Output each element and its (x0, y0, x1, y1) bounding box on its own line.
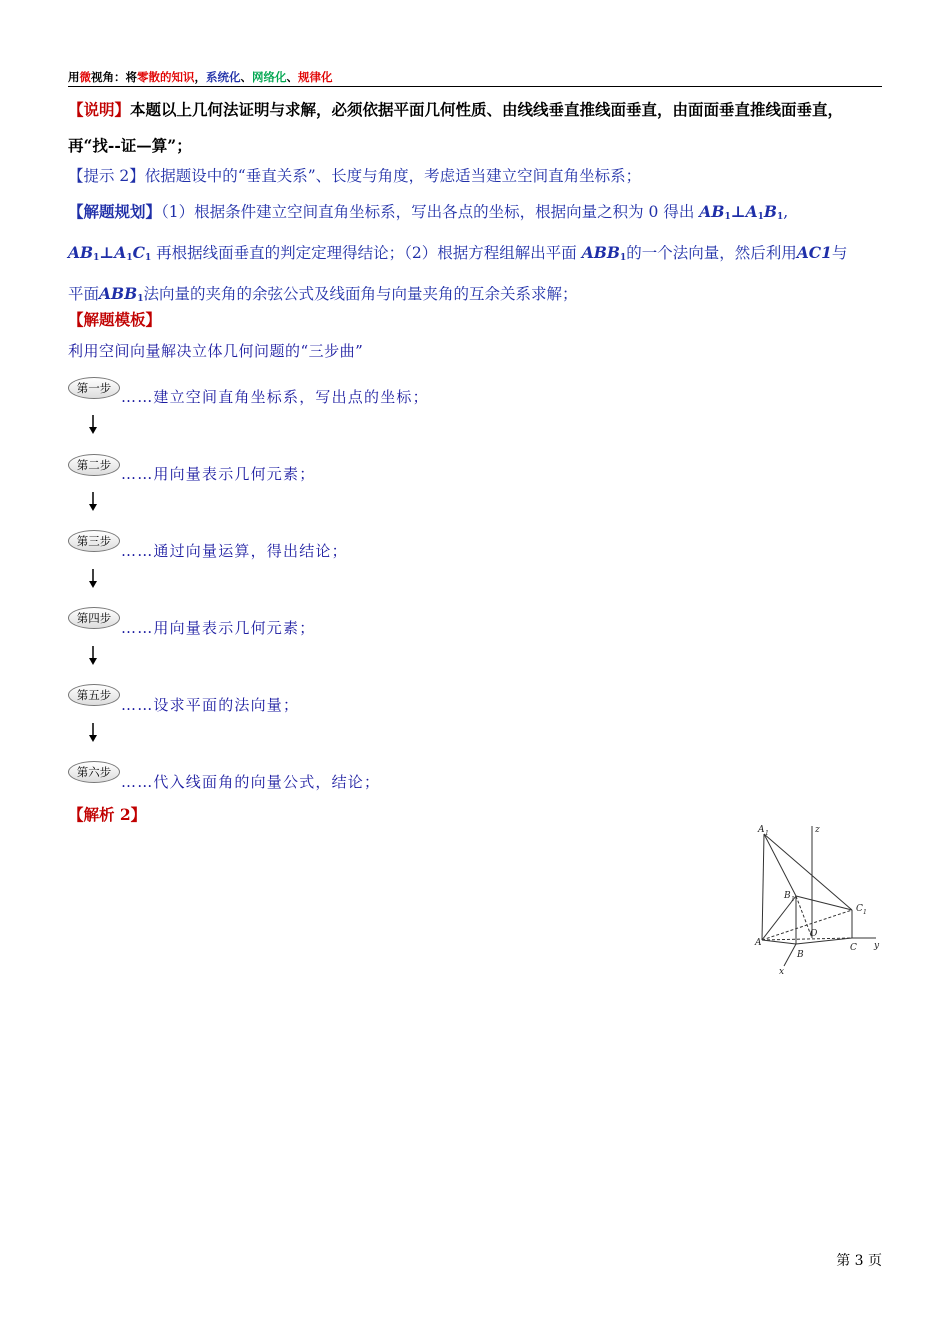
template-title: 利用空间向量解决立体几何问题的“三步曲” (68, 342, 364, 360)
plan-tag: 【解题规划】 (68, 202, 162, 221)
step-text: ……用向量表示几何元素； (121, 619, 316, 637)
header-text: 规律化 (298, 70, 333, 84)
label-sub: 1 (791, 896, 795, 903)
hint-tag: 【提示 2】 (68, 167, 145, 185)
plan-text: 与 (831, 244, 848, 262)
down-arrow-icon (87, 567, 99, 589)
down-arrow-icon (87, 644, 99, 666)
plan-paragraph: 【解题规划】（1）根据条件建立空间直角坐标系，写出各点的坐标，根据向量之积为 0 得出 $AB_1\perp A_1B_1$, $AB_1\perp A_1C_1$ 再根据线面垂直的判定定理得结论；（2）根据方程组解出平面 $ABB_1$的一个法向量，然后利用AC1与 平面$ABB_1$法向量的夹角的余弦公式及线面角与向量夹角的互余关系求解； (68, 202, 848, 304)
header-text: 网络化 (252, 70, 287, 84)
step-badge: 第四步 (68, 607, 120, 629)
template-tag: 【解题模板】 (68, 310, 162, 329)
page-header (68, 69, 333, 85)
label-y: y (874, 941, 880, 951)
label-a: A (755, 938, 762, 948)
step-badge: 第二步 (68, 454, 120, 476)
step-badge: 第一步 (68, 377, 120, 399)
label-o: O (810, 929, 818, 939)
down-arrow-icon (87, 490, 99, 512)
label-x: x (779, 967, 785, 976)
step-text: ……建立空间直角坐标系，写出点的坐标； (121, 388, 429, 406)
header-text: 、 (240, 70, 252, 84)
down-arrow-icon (87, 721, 99, 743)
down-arrow-icon (87, 413, 99, 435)
label-c: C (850, 943, 857, 953)
label-c1: C (856, 904, 863, 914)
header-text: 零散的知识 (137, 70, 195, 84)
analysis-tag: 【解析 2】 (68, 805, 147, 824)
note-text: 本题以上几何法证明与求解，必须依据平面几何性质、由线线垂直推线面垂直，由面面垂直推线面垂直，再“找--证—算”； (68, 100, 844, 155)
step-badge: 第三步 (68, 530, 120, 552)
header-text: 微 (79, 70, 91, 84)
label-sub: 1 (863, 909, 867, 916)
plan-text: （1）根据条件建立空间直角坐标系，写出各点的坐标，根据向量之积为 0 得出 (161, 203, 695, 221)
step-text: ……通过向量运算，得出结论； (121, 542, 348, 560)
header-divider (68, 86, 882, 87)
header-text: ， (194, 70, 206, 84)
label-a1: A (758, 825, 765, 835)
header-text: 系统化 (206, 70, 241, 84)
page-number: 第 3 页 (836, 1253, 882, 1269)
header-text: 视角：将 (91, 70, 137, 84)
plan-text: 法向量的夹角的余弦公式及线面角与向量夹角的互余关系求解； (143, 285, 578, 303)
header-text: 、 (286, 70, 298, 84)
step-badge: 第六步 (68, 761, 120, 783)
label-b1: B (784, 891, 791, 901)
step-text: ……用向量表示几何元素； (121, 465, 316, 483)
plan-text: AC1 (796, 243, 832, 262)
step-text: ……代入线面角的向量公式，结论； (121, 773, 381, 791)
label-z: z (815, 825, 820, 835)
step-text: ……设求平面的法向量； (121, 696, 300, 714)
note-tag: 【说明】 (68, 100, 131, 119)
plan-text: 再根据线面垂直的判定定理得结论；（2）根据方程组解出平面 (156, 244, 577, 262)
step-badge: 第五步 (68, 684, 120, 706)
hint-text: 依据题设中的“垂直关系”、长度与角度，考虑适当建立空间直角坐标系； (144, 167, 642, 185)
label-sub: 1 (765, 830, 769, 837)
label-b: B (797, 950, 804, 960)
note-paragraph (68, 92, 883, 164)
hint-paragraph (68, 158, 883, 194)
plan-text: 平面 (68, 285, 100, 303)
prism-figure (752, 820, 884, 976)
plan-text: 的一个法向量，然后利用 (626, 244, 797, 262)
header-text: 用 (68, 70, 80, 84)
